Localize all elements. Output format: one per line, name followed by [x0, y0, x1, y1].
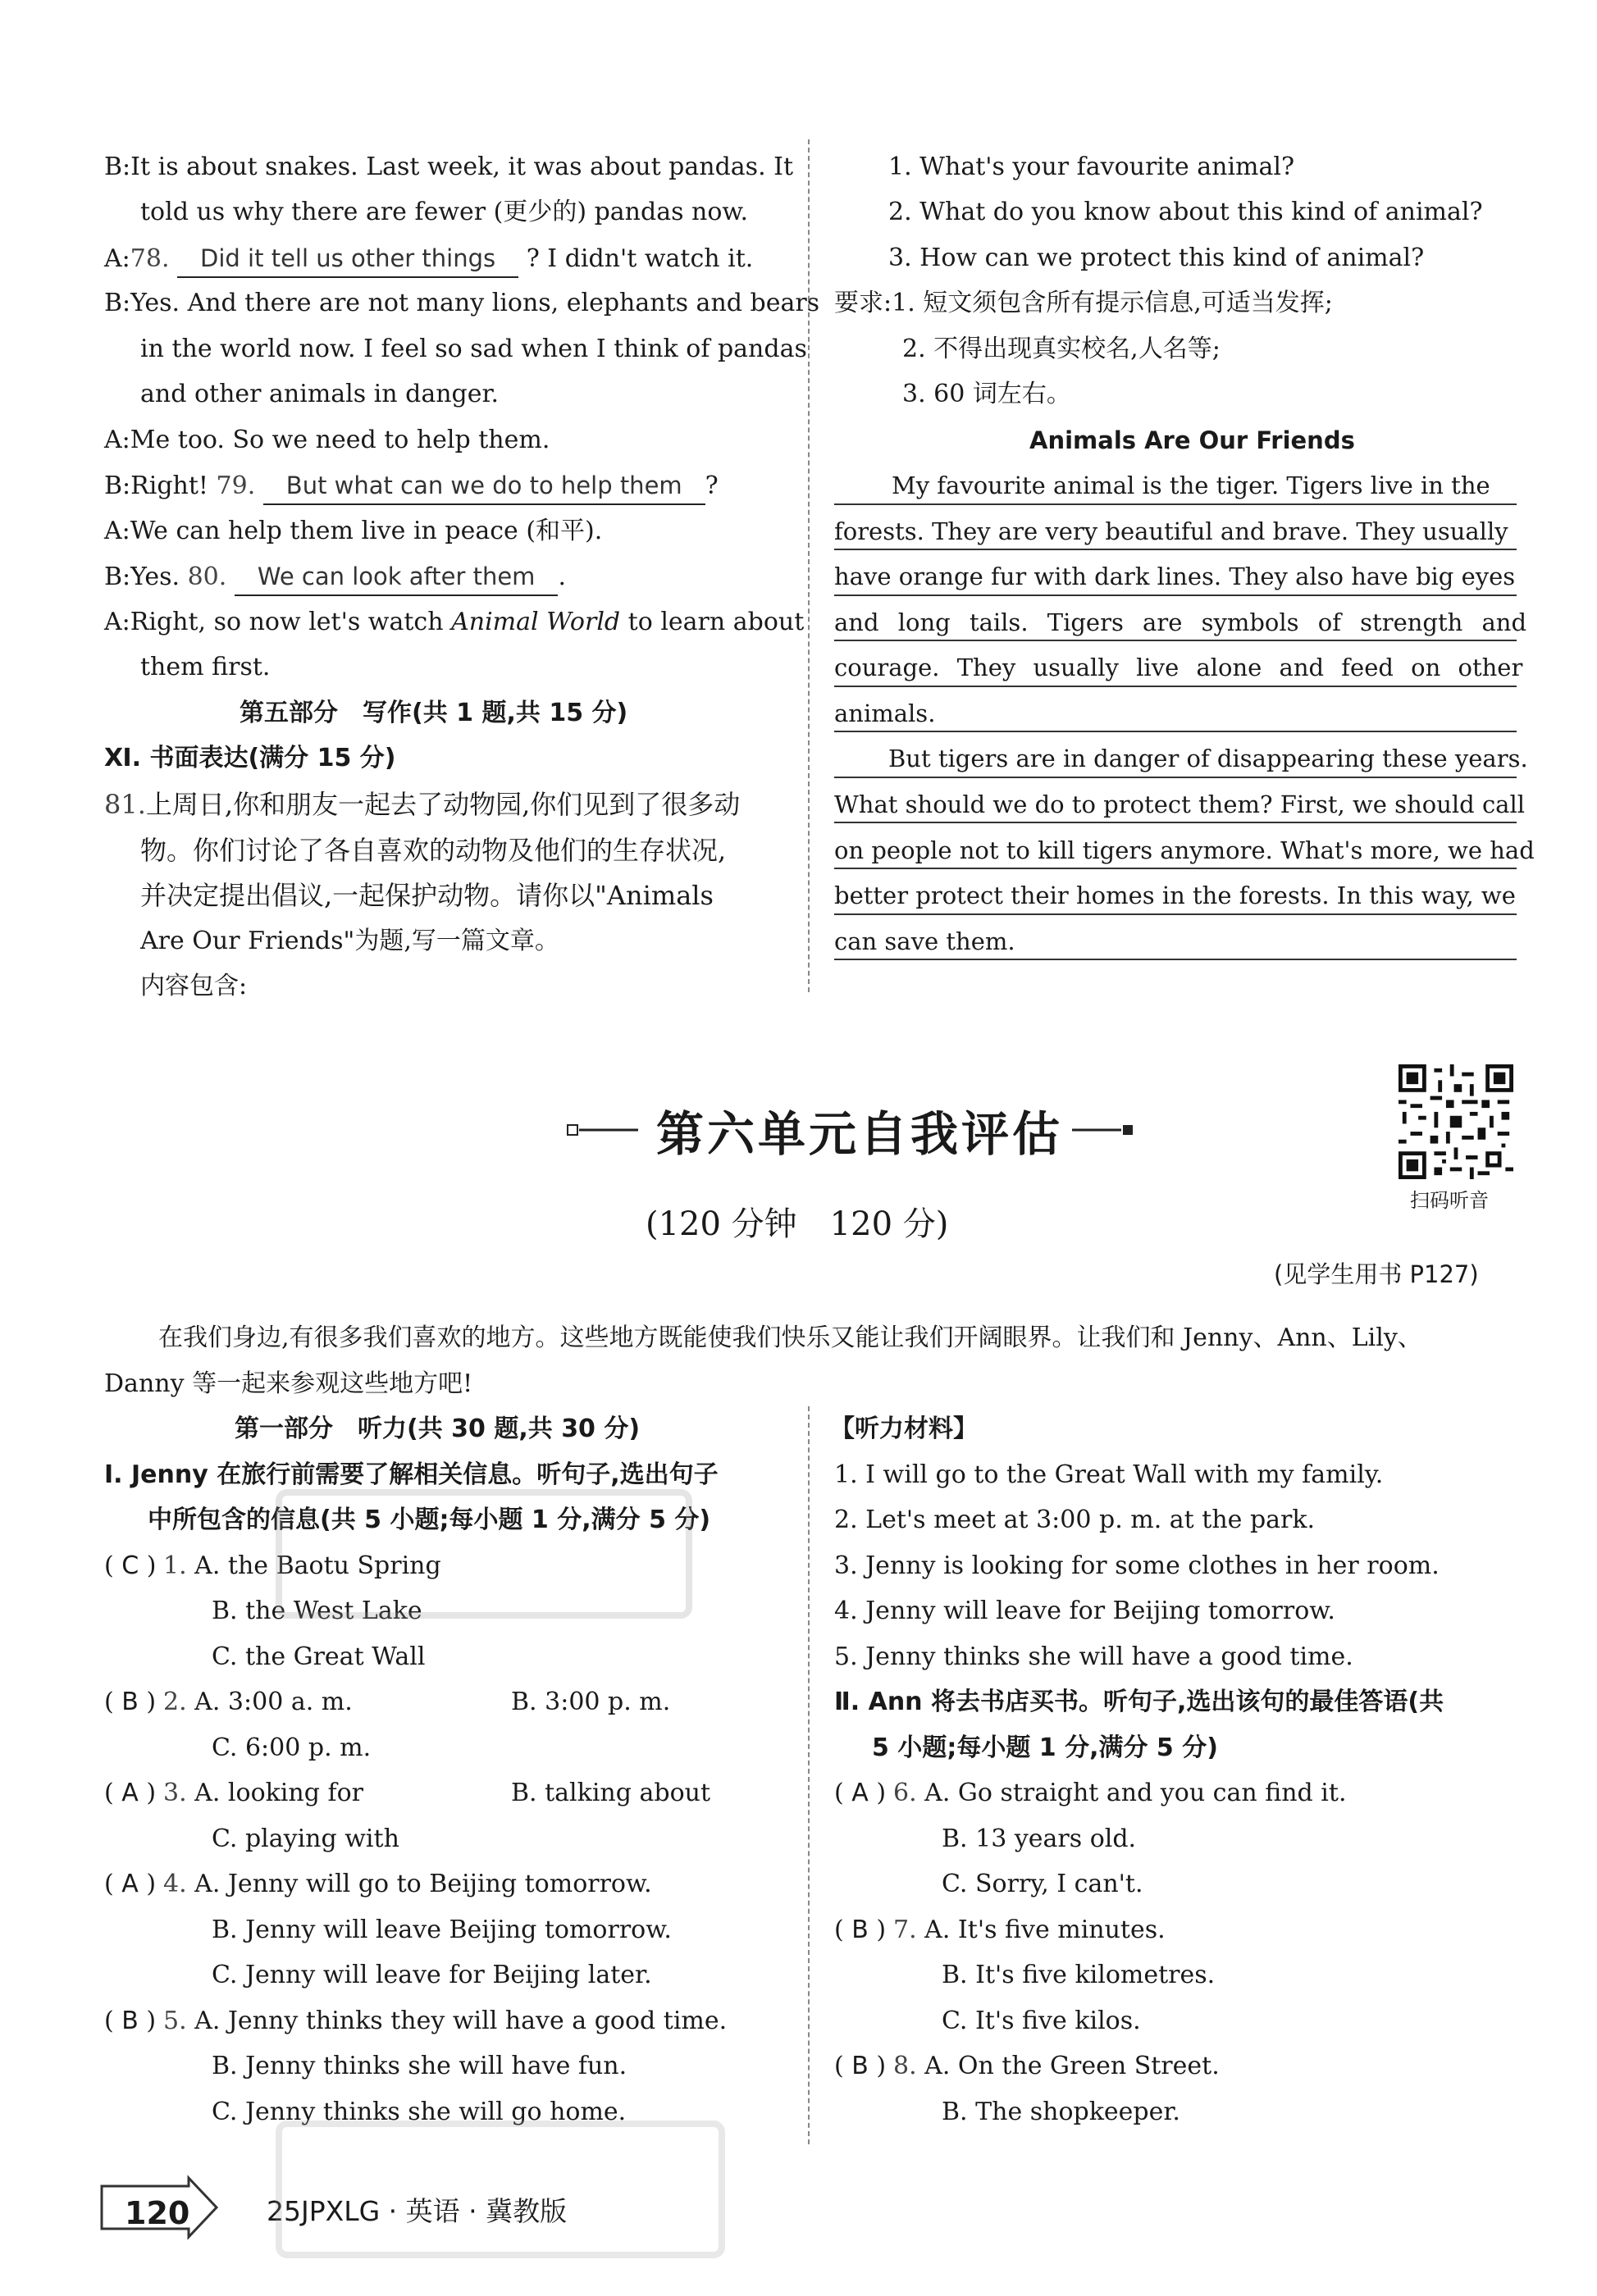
option-c: C. Jenny thinks she will go home. — [212, 2098, 627, 2126]
reference-note: (见学生用书 P127) — [1274, 1260, 1479, 1288]
option-a: A. Go straight and you can find it. — [924, 1779, 1347, 1807]
requirement: 要求:1. 短文须包含所有提示信息,可适当发挥; — [834, 289, 1333, 317]
section-i-title: 中所包含的信息(共 5 小题;每小题 1 分,满分 5 分) — [148, 1506, 711, 1534]
answer-letter: C — [121, 1551, 139, 1580]
material-line: 1. I will go to the Great Wall with my family. — [834, 1460, 1384, 1489]
column-divider — [808, 139, 810, 992]
question-number: 6. — [893, 1779, 917, 1807]
answer-letter: B — [851, 1916, 869, 1944]
answer-79: But what can we do to help them — [263, 467, 705, 505]
requirement: 2. 不得出现真实校名,人名等; — [902, 335, 1221, 363]
answer-paren: ( C ) — [104, 1551, 157, 1580]
question-7 — [834, 1912, 1166, 1948]
dialogue-line: told us why there are fewer (更少的) pandas now. — [140, 198, 749, 226]
answer-80: We can look after them — [235, 558, 559, 596]
question-number: 2. — [163, 1688, 187, 1716]
material-line: 4. Jenny will leave for Beijing tomorrow. — [834, 1597, 1335, 1625]
essay-line: can save them. — [834, 927, 1015, 955]
prompt-text: 上周日,你和朋友一起去了动物园,你们见到了很多动 — [145, 789, 741, 820]
intro-text: Danny 等一起来参观这些地方吧! — [104, 1369, 473, 1398]
option-a: A. Jenny thinks they will have a good time. — [194, 2007, 728, 2035]
question-2 — [104, 1684, 353, 1720]
dialogue-text: ? — [705, 472, 719, 500]
option-b: B. the West Lake — [212, 1597, 422, 1625]
dialogue-line-80 — [104, 558, 566, 596]
writing-rule — [834, 868, 1517, 869]
writing-rule — [834, 686, 1517, 687]
answer-paren: ( B ) — [104, 1688, 157, 1716]
writing-rule — [834, 549, 1517, 550]
dialogue-line — [104, 604, 804, 640]
option-a: A. the Baotu Spring — [194, 1551, 441, 1580]
question-4 — [104, 1866, 652, 1902]
column-divider — [808, 1406, 810, 2144]
writing-rule — [834, 822, 1517, 823]
essay-line: What should we do to protect them? First, we should call — [834, 790, 1526, 818]
answer-paren: ( A ) — [104, 1870, 157, 1898]
answer-letter: A — [851, 1779, 869, 1807]
option-b: B. Jenny will leave Beijing tomorrow. — [212, 1916, 672, 1944]
essay-title: Animals Are Our Friends — [1029, 426, 1355, 454]
title-left-ornament — [566, 1118, 640, 1142]
question-number: 80. — [187, 563, 227, 591]
section-i-title: Ⅰ. Jenny 在旅行前需要了解相关信息。听句子,选出句子 — [104, 1460, 719, 1489]
option-b: B. talking about — [511, 1779, 711, 1807]
essay-line: forests. They are very beautiful and brave. They usually — [834, 517, 1508, 545]
section-xi-title: Ⅺ. 书面表达(满分 15 分) — [104, 744, 396, 772]
option-b: B. Jenny thinks she will have fun. — [212, 2052, 627, 2080]
question-number: 79. — [216, 472, 256, 500]
option-b: B. 13 years old. — [942, 1824, 1137, 1853]
option-c: C. Sorry, I can't. — [942, 1870, 1143, 1898]
content-point: 3. How can we protect this kind of animal? — [888, 244, 1425, 272]
writing-rule — [834, 640, 1517, 641]
answer-paren: ( A ) — [104, 1779, 157, 1807]
section-ii-title: Ⅱ. Ann 将去书店买书。听句子,选出该句的最佳答语(共 — [834, 1688, 1444, 1716]
writing-rule — [834, 731, 1517, 732]
requirement: 3. 60 词左右。 — [902, 380, 1071, 408]
dialogue-line: B:It is about snakes. Last week, it was about pandas. It — [104, 153, 794, 181]
prompt-line: 并决定提出倡议,一起保护动物。请你以"Animals — [140, 880, 714, 911]
prompt-line: 物。你们讨论了各自喜欢的动物及他们的生存状况, — [140, 835, 727, 866]
answer-letter: A — [121, 1870, 139, 1898]
option-b: B. 3:00 p. m. — [511, 1688, 671, 1716]
dialogue-line-79 — [104, 467, 719, 505]
answer-paren: ( B ) — [104, 2007, 157, 2035]
speaker-label: A: — [104, 244, 130, 273]
question-number: 8. — [893, 2052, 917, 2080]
option-c: C. Jenny will leave for Beijing later. — [212, 1961, 652, 1989]
dialogue-line-78 — [104, 240, 753, 278]
dialogue-text: . — [558, 563, 566, 591]
question-3 — [104, 1775, 363, 1811]
dialogue-text: A:Right, so now let's watch — [104, 608, 444, 636]
part-one-title: 第一部分 听力(共 30 题,共 30 分) — [235, 1414, 641, 1443]
option-c: C. the Great Wall — [212, 1642, 426, 1671]
section-ii-title: 5 小题;每小题 1 分,满分 5 分) — [872, 1733, 1218, 1762]
essay-line: animals. — [834, 699, 936, 727]
question-number: 5. — [163, 2007, 187, 2035]
option-a: A. Jenny will go to Beijing tomorrow. — [194, 1870, 652, 1898]
answer-paren: ( B ) — [834, 2052, 887, 2080]
prompt-line: 内容包含: — [140, 972, 248, 1000]
dialogue-line: in the world now. I feel so sad when I think of pandas — [140, 335, 807, 363]
dialogue-text: to learn about — [627, 608, 805, 636]
content-point: 2. What do you know about this kind of animal? — [888, 198, 1483, 226]
question-number: 4. — [163, 1870, 187, 1898]
option-c: C. 6:00 p. m. — [212, 1733, 372, 1762]
answer-letter: B — [121, 1688, 139, 1716]
answer-78: Did it tell us other things — [177, 240, 518, 278]
essay-line: But tigers are in danger of disappearing these years. — [888, 745, 1528, 772]
essay-line: have orange fur with dark lines. They also have big eyes — [834, 563, 1516, 590]
answer-letter: B — [121, 2007, 139, 2035]
essay-line: courage. They usually live alone and feed on other — [834, 654, 1523, 681]
unit-subtitle: (120 分钟 120 分) — [646, 1205, 949, 1243]
essay-line: My favourite animal is the tiger. Tigers live in the — [892, 472, 1490, 499]
dialogue-text: B:Yes. — [104, 563, 180, 591]
prompt-line: Are Our Friends"为题,写一篇文章。 — [140, 927, 559, 955]
essay-line: better protect their homes in the forests. In this way, we — [834, 882, 1516, 909]
material-line: 3. Jenny is looking for some clothes in her room. — [834, 1551, 1440, 1580]
answer-letter: B — [851, 2052, 869, 2080]
watermark-stamp — [271, 2116, 730, 2263]
program-title: Animal World — [451, 608, 621, 636]
option-a: A. It's five minutes. — [924, 1916, 1166, 1944]
material-line: 2. Let's meet at 3:00 p. m. at the park. — [834, 1506, 1316, 1534]
writing-rule — [834, 594, 1517, 596]
unit-title: 第六单元自我评估 — [656, 1106, 1064, 1162]
essay-line: on people not to kill tigers anymore. What's more, we had — [834, 836, 1535, 864]
option-a: A. 3:00 a. m. — [194, 1688, 353, 1716]
watermark-stamp — [271, 1476, 697, 1640]
writing-rule — [834, 913, 1517, 915]
dialogue-line: A:Me too. So we need to help them. — [104, 426, 550, 454]
essay-line: and long tails. Tigers are symbols of strength and — [834, 608, 1527, 636]
option-a: A. On the Green Street. — [924, 2052, 1220, 2080]
qr-label: 扫码听音 — [1410, 1189, 1489, 1212]
question-number: 1. — [163, 1551, 187, 1580]
question-number: 81. — [104, 789, 146, 820]
answer-paren: ( A ) — [834, 1779, 887, 1807]
question-5 — [104, 2003, 727, 2039]
option-c: C. playing with — [212, 1824, 399, 1853]
qr-code-icon[interactable] — [1399, 1064, 1513, 1179]
question-number: 7. — [893, 1916, 917, 1944]
dialogue-line: A:We can help them live in peace (和平). — [104, 517, 603, 545]
prompt-line — [104, 786, 740, 822]
material-title: 【听力材料】 — [830, 1414, 978, 1443]
option-c: C. It's five kilos. — [942, 2007, 1141, 2035]
dialogue-line: them first. — [140, 653, 271, 681]
option-b: B. It's five kilometres. — [942, 1961, 1216, 1989]
part-five-title: 第五部分 写作(共 1 题,共 15 分) — [240, 699, 628, 727]
dialogue-line: B:Yes. And there are not many lions, elephants and bears — [104, 289, 820, 317]
book-info: 25JPXLG · 英语 · 冀教版 — [267, 2195, 568, 2227]
writing-rule — [834, 503, 1517, 505]
option-a: A. looking for — [194, 1779, 363, 1807]
dialogue-text: ? I didn't watch it. — [526, 244, 754, 273]
title-right-ornament — [1070, 1118, 1136, 1142]
intro-text: 在我们身边,有很多我们喜欢的地方。这些地方既能使我们快乐又能让我们开阔眼界。让我们和 Jenny、Ann、Lily、 — [158, 1323, 1422, 1352]
question-6 — [834, 1775, 1346, 1811]
writing-rule — [834, 777, 1517, 778]
content-point: 1. What's your favourite animal? — [888, 153, 1295, 181]
material-line: 5. Jenny thinks she will have a good time. — [834, 1642, 1353, 1671]
question-number: 3. — [163, 1779, 187, 1807]
question-number: 78. — [130, 244, 170, 273]
writing-rule — [834, 959, 1517, 960]
answer-paren: ( B ) — [834, 1916, 887, 1944]
page-number: 120 — [125, 2195, 190, 2231]
dialogue-line: and other animals in danger. — [140, 380, 500, 408]
option-b: B. The shopkeeper. — [942, 2098, 1180, 2126]
question-8 — [834, 2048, 1220, 2084]
dialogue-text: B:Right! — [104, 472, 208, 500]
answer-letter: A — [121, 1779, 139, 1807]
